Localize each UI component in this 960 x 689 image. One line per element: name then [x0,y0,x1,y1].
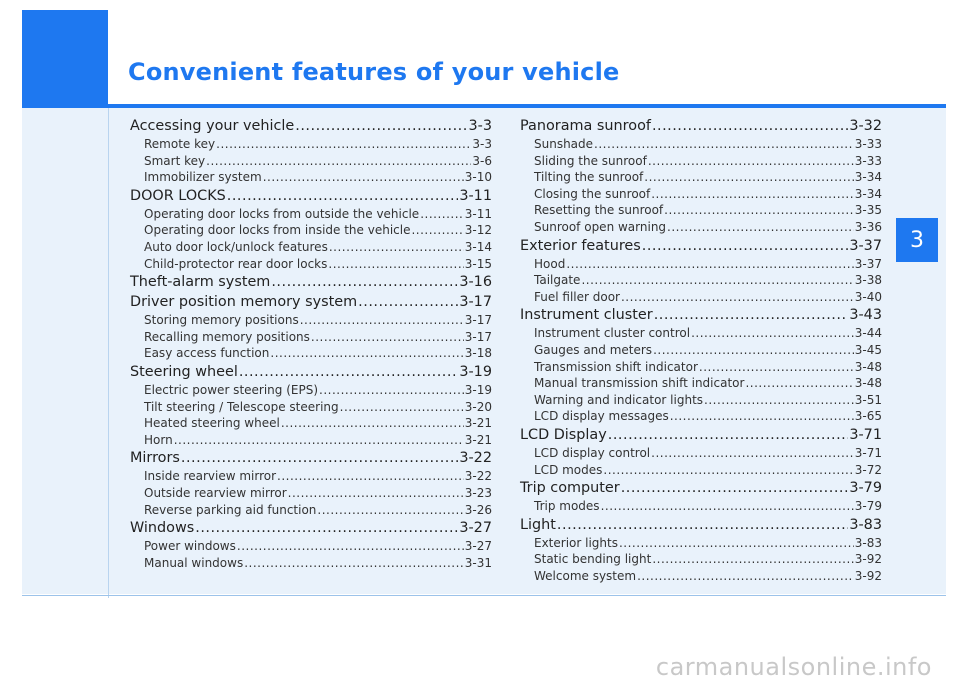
toc-entry-page: 3-40 [854,289,882,304]
dot-leader [608,425,849,445]
toc-entry[interactable] [130,153,492,170]
toc-entry-title: Immobilizer system [144,170,262,185]
toc-entry-title: LCD modes [534,462,603,477]
dot-leader [411,222,463,239]
toc-section [130,448,492,518]
toc-section-heading-page: 3-19 [459,363,492,380]
dot-leader [601,498,854,515]
toc-section-heading[interactable] [130,186,492,206]
toc-entry-title: Welcome system [534,568,637,583]
page-title: Convenient features of your vehicle [128,58,620,86]
toc-entry-page: 3-51 [854,392,882,407]
toc-entry[interactable] [520,462,882,479]
toc-entry-page: 3-83 [854,535,882,550]
toc-entry-page: 3-65 [854,409,882,424]
toc-entry[interactable] [130,239,492,256]
toc-entry-page: 3-31 [464,555,492,570]
toc-entry[interactable] [520,392,882,409]
toc-entry-page: 3-15 [464,256,492,271]
toc-entry[interactable] [130,502,492,519]
toc-section-heading-title: Accessing your vehicle [130,118,295,134]
dot-leader [699,359,854,376]
dot-leader [619,535,854,552]
toc-entry-title: LCD display messages [534,409,669,424]
toc-entry[interactable] [130,399,492,416]
toc-entry-title: Remote key [144,137,216,151]
toc-entry-page: 3-44 [854,326,882,341]
bottom-rule [22,595,946,596]
toc-section-heading-title: DOOR LOCKS [130,187,226,204]
toc-section-heading-page: 3-83 [849,516,882,533]
toc-entry-title: Heated steering wheel [144,416,280,431]
toc-entry[interactable] [130,206,492,223]
dot-leader [270,345,463,362]
toc-entry-title: Closing the sunroof [534,186,651,201]
toc-entry-page: 3-48 [854,376,882,391]
dot-leader [358,292,458,312]
toc-section-heading-page: 3-17 [459,294,492,311]
toc-entry-title: Resetting the sunroof [534,203,664,218]
toc-entry[interactable] [520,325,882,342]
toc-section [520,515,882,585]
dot-leader [670,408,854,425]
toc-section-heading-title: Driver position memory system [130,294,358,311]
dot-leader [237,538,464,555]
dot-leader [281,415,464,432]
toc-section [130,186,492,272]
dot-leader [621,289,854,306]
toc-section-heading-page: 3-43 [849,307,882,324]
dot-leader [181,448,458,468]
toc-entry-title: Operating door locks from inside the vehicle [144,223,411,238]
toc-entry[interactable] [520,136,882,153]
toc-section-heading[interactable] [520,305,882,325]
toc-section-heading-title: Instrument cluster [520,307,653,324]
toc-section [520,236,882,306]
toc-entry-title: Tilt steering / Telescope steering [144,399,339,414]
toc-entry-page: 3-14 [464,239,492,254]
toc-entry-title: Sunroof open warning [534,219,667,234]
toc-entry-page: 3-11 [464,206,492,221]
toc-entry[interactable] [130,468,492,485]
toc-section-heading-page: 3-3 [468,118,492,134]
toc-entry-title: Fuel filler door [534,289,620,304]
toc-section [130,272,492,292]
dot-leader [195,518,458,538]
dot-leader [244,555,464,572]
toc-section-heading-title: LCD Display [520,426,607,443]
toc-entry-page: 3-23 [464,485,492,500]
toc-section-heading[interactable] [130,448,492,468]
dot-leader [206,153,471,170]
toc-entry[interactable] [520,256,882,273]
toc-entry[interactable] [130,136,492,153]
toc-entry-title: Inside rearview mirror [144,469,277,484]
dot-leader [300,312,464,329]
toc-entry[interactable] [520,359,882,376]
chapter-tab[interactable]: 3 [896,218,938,262]
toc-entry[interactable] [130,169,492,186]
dot-leader [557,515,848,535]
dot-leader [651,186,854,203]
toc-section [520,305,882,425]
toc-entry-title: Warning and indicator lights [534,392,704,407]
toc-entry-page: 3-92 [854,568,882,583]
toc-entry-page: 3-22 [464,469,492,484]
watermark: carmanualsonline.info [655,653,932,681]
toc-entry-title: Exterior lights [534,535,618,550]
dot-leader [263,169,464,186]
toc-entry-page: 3-79 [854,499,882,514]
toc-section-heading-title: Light [520,516,556,533]
toc-section-heading-title: Panorama sunroof [520,118,651,134]
toc-entry[interactable] [130,329,492,346]
dot-leader [328,256,463,273]
dot-leader [704,392,854,409]
toc-section-heading-title: Theft-alarm system [130,274,271,291]
dot-leader [317,502,463,519]
toc-entry-title: Tailgate [534,273,581,288]
toc-entry-title: Trip modes [534,499,600,514]
toc-entry-page: 3-33 [854,153,882,168]
toc-entry-page: 3-10 [464,170,492,185]
toc-section [130,518,492,571]
toc-section-heading-title: Trip computer [520,480,620,497]
toc-entry-title: Reverse parking aid function [144,502,317,517]
toc-entry[interactable] [130,222,492,239]
toc-entry-page: 3-45 [854,342,882,357]
toc-entry[interactable] [130,345,492,362]
toc-section-heading-page: 3-16 [459,274,492,291]
toc-entry[interactable] [130,555,492,572]
toc-entry-page: 3-20 [464,399,492,414]
toc-entry[interactable] [520,535,882,552]
dot-leader [216,136,471,153]
dot-leader [239,362,459,382]
toc-section-heading[interactable] [520,478,882,498]
toc-entry-title: Instrument cluster control [534,326,691,341]
toc-entry[interactable] [520,169,882,186]
dot-leader [654,305,849,325]
dot-leader [566,256,853,273]
toc-entry-page: 3-37 [854,256,882,271]
toc-section-heading-title: Windows [130,520,195,537]
toc-entry[interactable] [520,202,882,219]
toc-entry-title: Easy access function [144,346,270,361]
toc-entry[interactable] [130,256,492,273]
toc-section-heading[interactable] [130,518,492,538]
toc-entry-title: Horn [144,432,173,447]
toc-entry[interactable] [520,445,882,462]
toc-entry[interactable] [520,408,882,425]
toc-entry-title: Transmission shift indicator [534,359,698,374]
dot-leader [329,239,464,256]
dot-leader [652,551,853,568]
toc-section-heading-page: 3-71 [849,426,882,443]
toc-entry[interactable] [520,568,882,585]
toc-entry-title: Storing memory positions [144,313,299,328]
toc-entry-title: Manual transmission shift indicator [534,376,745,391]
toc-section-heading-page: 3-37 [849,237,882,254]
dot-leader [420,206,464,223]
toc-entry-title: Outside rearview mirror [144,485,287,500]
toc-entry-title: Electric power steering (EPS) [144,382,319,397]
toc-entry-page: 3-38 [854,273,882,288]
toc-entry-page: 3-12 [464,223,492,238]
toc-entry-title: LCD display control [534,445,651,460]
toc-entry[interactable] [520,342,882,359]
toc-section-heading[interactable] [130,272,492,292]
toc-entry-title: Smart key [144,153,206,168]
toc-entry-title: Power windows [144,539,236,554]
toc-column-right [520,116,882,584]
toc-entry-page: 3-21 [464,432,492,447]
toc-entry-page: 3-72 [854,462,882,477]
dot-leader [603,462,853,479]
dot-leader [648,153,854,170]
toc-entry-title: Auto door lock/unlock features [144,239,328,254]
toc-entry-title: Manual windows [144,555,244,570]
toc-entry-title: Operating door locks from outside the vehicle [144,206,420,221]
toc-entry-page: 3-17 [464,329,492,344]
toc-entry-page: 3-21 [464,416,492,431]
toc-section-heading-title: Mirrors [130,450,180,467]
toc-entry[interactable] [130,382,492,399]
toc-section-heading-title: Steering wheel [130,363,238,380]
toc-entry-page: 3-36 [854,219,882,234]
toc-entry[interactable] [130,538,492,555]
toc-entry-page: 3-34 [854,186,882,201]
dot-leader [271,272,458,292]
toc-entry-page: 3-18 [464,346,492,361]
dot-leader [277,468,464,485]
dot-leader [594,136,854,153]
toc-section-heading-page: 3-32 [849,118,882,134]
dot-leader [664,202,854,219]
toc-entry-page: 3-19 [464,382,492,397]
toc-section [130,116,492,186]
toc-entry-page: 3-6 [472,153,492,168]
toc-section [520,478,882,515]
toc-entry-title: Hood [534,256,566,271]
dot-leader [653,342,854,359]
corner-block [22,10,108,108]
dot-leader [644,169,854,186]
toc-entry-title: Static bending light [534,552,652,567]
toc-section [520,116,882,236]
toc-section-heading[interactable] [520,116,882,136]
toc-section [130,362,492,448]
toc-section-heading-title: Exterior features [520,237,641,254]
toc-section-heading-page: 3-22 [459,450,492,467]
toc-entry-page: 3-92 [854,552,882,567]
toc-entry[interactable] [520,153,882,170]
toc-entry[interactable] [520,289,882,306]
toc-entry[interactable] [520,219,882,236]
dot-leader [288,485,464,502]
dot-leader [174,432,464,449]
toc-entry-page: 3-33 [854,137,882,151]
toc-entry-page: 3-26 [464,502,492,517]
toc-section-heading-page: 3-79 [849,480,882,497]
toc-entry-page: 3-27 [464,539,492,554]
toc-entry-title: Tilting the sunroof [534,170,644,185]
dot-leader [621,478,849,498]
toc-entry[interactable] [130,312,492,329]
toc-entry-page: 3-35 [854,203,882,218]
toc-entry-title: Gauges and meters [534,342,653,357]
toc-entry-page: 3-71 [854,445,882,460]
toc-entry-page: 3-17 [464,313,492,328]
toc-section-heading[interactable] [130,362,492,382]
toc-entry[interactable] [520,272,882,289]
toc-entry-title: Recalling memory positions [144,329,310,344]
toc-entry[interactable] [520,186,882,203]
toc-entry[interactable] [520,551,882,568]
toc-section-heading[interactable] [520,236,882,256]
dot-leader [227,186,459,206]
toc-section [520,425,882,478]
dot-leader [637,568,854,585]
toc-entry-title: Sunshade [534,137,594,151]
dot-leader [745,375,853,392]
toc-section-heading[interactable] [520,425,882,445]
toc-entry-page: 3-34 [854,170,882,185]
dot-leader [581,272,853,289]
dot-leader [651,445,854,462]
toc-entry-title: Child-protector rear door locks [144,256,328,271]
dot-leader [667,219,854,236]
toc-section-heading-page: 3-11 [459,187,492,204]
dot-leader [340,399,464,416]
dot-leader [691,325,854,342]
margin-line [108,108,109,598]
toc-entry[interactable] [520,498,882,515]
toc-entry[interactable] [130,415,492,432]
dot-leader [311,329,464,346]
toc-entry[interactable] [130,432,492,449]
toc-entry[interactable] [130,485,492,502]
toc-column-left [130,116,492,571]
toc-section-heading[interactable] [130,116,492,136]
toc-section [130,292,492,362]
toc-entry-title: Sliding the sunroof [534,153,647,168]
toc-entry-page: 3-48 [854,359,882,374]
dot-leader [295,116,467,136]
dot-leader [319,382,464,399]
toc-section-heading[interactable] [520,515,882,535]
toc-entry-page: 3-3 [472,137,492,151]
dot-leader [642,236,849,256]
dot-leader [652,116,848,136]
toc-section-heading-page: 3-27 [459,520,492,537]
toc-entry[interactable] [520,375,882,392]
toc-section-heading[interactable] [130,292,492,312]
